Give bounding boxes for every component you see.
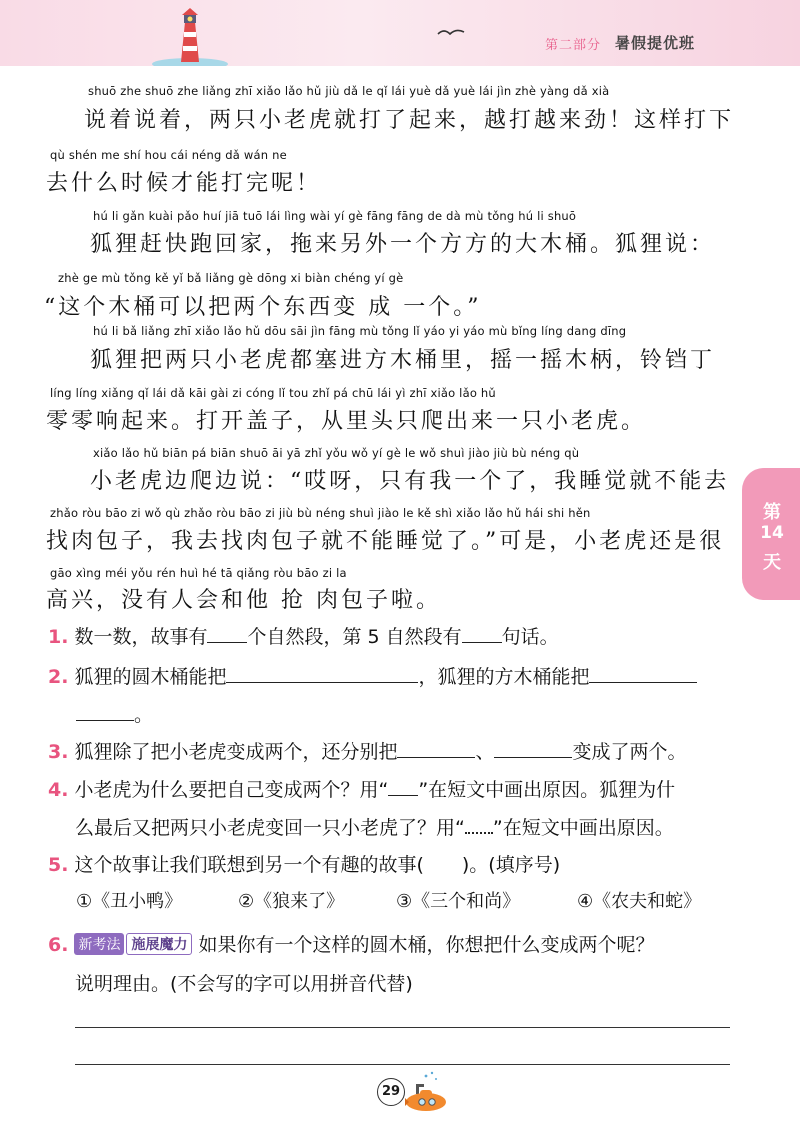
question-2: 2. 狐狸的圆木桶能把 ，狐狸的方木桶能把 (48, 662, 697, 689)
question-6-continued: 说明理由。(不会写的字可以用拼音代替) (75, 973, 413, 995)
text-line: 高兴，没有人会和他 抢 肉包子啦。 (46, 588, 441, 613)
answer-blank[interactable] (226, 664, 418, 683)
answer-blank[interactable] (397, 739, 475, 758)
question-number: 6. (48, 934, 69, 956)
page-header (0, 0, 800, 66)
day-tab (742, 468, 800, 600)
option-4[interactable]: ④《农夫和蛇》 (577, 891, 702, 912)
pinyin-line: zhè ge mù tǒng kě yǐ bǎ liǎng gè dōng xi biàn chéng yí gè (58, 271, 404, 285)
question-number: 4. (48, 779, 69, 801)
option-2[interactable]: ②《狼来了》 (238, 891, 345, 912)
question-2-continued: 。 (76, 700, 153, 727)
pinyin-line: gāo xìng méi yǒu rén huì hé tā qiǎng ròu bāo zi la (50, 566, 347, 580)
text-line: 找肉包子，我去找肉包子就不能睡觉了。”可是，小老虎还是很 (46, 529, 725, 554)
question-4: 4. 小老虎为什么要把自己变成两个？用“ ”在短文中画出原因。狐狸为什 (48, 779, 676, 801)
day-tab-prefix: 第 (763, 502, 781, 523)
day-tab-number: 14 (760, 523, 784, 543)
text-line: 去什么时候才能打完呢！ (46, 171, 322, 196)
text-line: 零零响起来。打开盖子，从里头只爬出来一只小老虎。 (46, 409, 647, 434)
question-5: 5. 这个故事让我们联想到另一个有趣的故事( )。(填序号) (48, 854, 561, 876)
pinyin-line: hú li bǎ liǎng zhī xiǎo lǎo hǔ dōu sāi jìn fāng mù tǒng lǐ yáo yi yáo mù bǐng líng dang dīng (93, 324, 627, 338)
header-title: 暑假提优班 (615, 34, 696, 52)
magic-tag: 施展魔力 (126, 933, 192, 955)
answer-blank[interactable] (76, 702, 134, 721)
pinyin-line: líng líng xiǎng qǐ lái dǎ kāi gài zi cóng lǐ tou zhǐ pá chū lái yì zhī xiǎo lǎo hǔ (50, 386, 496, 400)
question-number: 5. (48, 854, 69, 876)
pinyin-line: hú li gǎn kuài pǎo huí jiā tuō lái lìng wài yí gè fāng fāng de dà mù tǒng hú li shuō (93, 209, 577, 223)
text-line: 说着说着，两只小老虎就打了起来，越打越来劲！这样打下 (84, 108, 735, 133)
question-number: 1. (48, 626, 69, 648)
text-line: 狐狸赶快跑回家，拖来另外一个方方的大木桶。狐狸说： (90, 232, 716, 257)
question-1: 1. 数一数，故事有 个自然段，第 5 自然段有 句话。 (48, 626, 559, 648)
answer-blank[interactable] (589, 664, 697, 683)
day-tab-suffix: 天 (763, 552, 781, 573)
question-4-continued: 么最后又把两只小老虎变回一只小老虎了？用“ ”在短文中画出原因。 (75, 817, 674, 839)
header-section-label: 第二部分 (545, 38, 602, 53)
wavy-line-mark (465, 818, 493, 834)
pinyin-line: shuō zhe shuō zhe liǎng zhī xiǎo lǎo hǔ jiù dǎ le qǐ lái yuè dǎ yuè lái jìn zhè yàng dǎ xià (88, 84, 610, 98)
question-number: 2. (48, 666, 69, 688)
question-3: 3. 狐狸除了把小老虎变成两个，还分别把 、 变成了两个。 (48, 741, 687, 763)
option-1[interactable]: ①《丑小鸭》 (76, 891, 183, 912)
answer-writing-line[interactable] (75, 1064, 730, 1065)
underline-mark (388, 777, 418, 796)
option-3[interactable]: ③《三个和尚》 (396, 891, 521, 912)
pinyin-line: qù shén me shí hou cái néng dǎ wán ne (50, 148, 287, 162)
answer-writing-line[interactable] (75, 1027, 730, 1028)
answer-blank[interactable] (494, 739, 572, 758)
lighthouse-icon (150, 6, 230, 66)
new-exam-tag: 新考法 (74, 933, 124, 955)
answer-blank[interactable] (462, 624, 502, 643)
pinyin-line: xiǎo lǎo hǔ biān pá biān shuō āi yā zhǐ yǒu wǒ yí gè le wǒ shuì jiào jiù bù néng qù (93, 446, 580, 460)
pinyin-line: zhǎo ròu bāo zi wǒ qù zhǎo ròu bāo zi jiù bù néng shuì jiào le kě shì xiǎo lǎo hǔ hái shi hěn (50, 506, 591, 520)
page-number: 29 (377, 1078, 405, 1106)
text-line: “这个木桶可以把两个东西变 成 一个。” (44, 295, 482, 320)
question-number: 3. (48, 741, 69, 763)
text-line: 狐狸把两只小老虎都塞进方木桶里，摇一摇木柄，铃铛丁 (90, 348, 716, 373)
text-line: 小老虎边爬边说：“哎呀，只有我一个了，我睡觉就不能去 (90, 469, 730, 494)
answer-blank[interactable] (207, 624, 247, 643)
submarine-icon (402, 1070, 448, 1114)
bird-icon (436, 24, 466, 42)
question-6: 6. 新考法 施展魔力 如果你有一个这样的圆木桶，你想把什么变成两个呢？ (48, 934, 655, 956)
